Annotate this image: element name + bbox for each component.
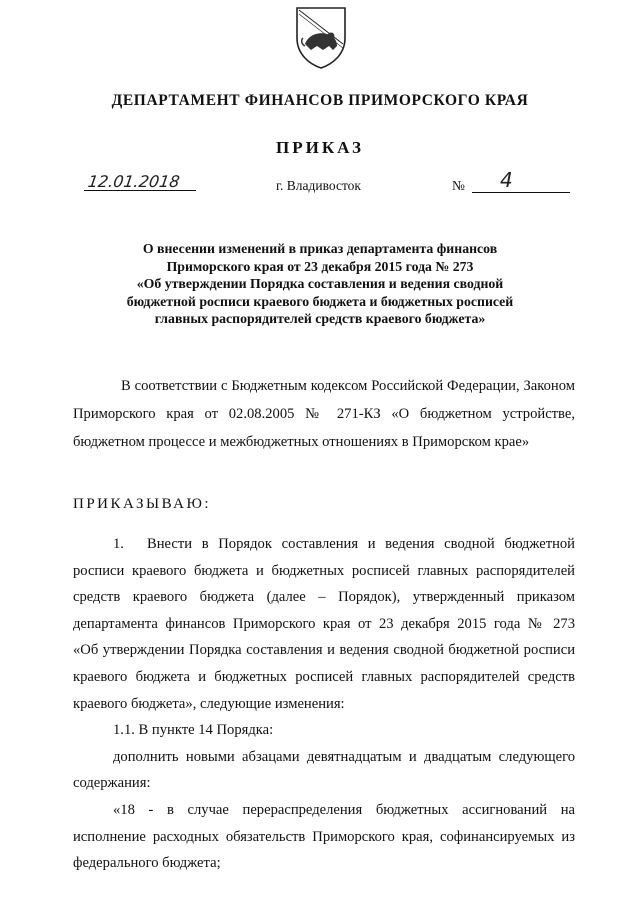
coat-of-arms-icon xyxy=(293,4,349,70)
order-date: 12.01.2018 xyxy=(86,172,181,191)
paragraph-line: росписи краевого бюджета и бюджетных росписей главных распорядителей xyxy=(73,562,575,579)
subparagraph-1-1: 1.1. В пункте 14 Порядка: xyxy=(113,722,274,739)
city: г. Владивосток xyxy=(276,178,361,193)
quoted-paragraph-line: федерального бюджета; xyxy=(73,855,221,872)
preamble-line: бюджетном процессе и межбюджетных отношениях в Приморском крае» xyxy=(73,434,530,450)
department-name: ДЕПАРТАМЕНТ ФИНАНСОВ ПРИМОРСКОГО КРАЯ xyxy=(111,92,529,109)
number-sign: № xyxy=(452,178,465,193)
paragraph-line: краевого бюджета и бюджетных росписей главных распорядителей средств xyxy=(73,668,575,685)
paragraph-1-first-line xyxy=(73,531,575,558)
date-underline xyxy=(84,190,196,191)
paragraph-number: 1. xyxy=(113,536,124,552)
paragraph-line: департамента финансов Приморского края от 23 декабря 2015 года № 273 xyxy=(73,615,575,632)
subject-line: Приморского края от 23 декабря 2015 года № 273 xyxy=(166,258,474,274)
preamble xyxy=(73,372,575,456)
quoted-paragraph-line: исполнение расходных обязательств Приморского края, софинансируемых из xyxy=(73,828,575,845)
subject-line: бюджетной росписи краевого бюджета и бюджетных росписей xyxy=(126,293,514,309)
preamble-line: Приморского края от 02.08.2005 № 271-КЗ «О бюджетном устройстве, xyxy=(73,406,575,422)
prikazyvayu-heading: ПРИКАЗЫВАЮ: xyxy=(73,496,212,512)
paragraph-line: «Об утверждении Порядка составления и ведения сводной бюджетной росписи xyxy=(73,642,575,659)
preamble-line: В соответствии с Бюджетным кодексом Российской Федерации, Законом xyxy=(121,378,575,394)
number-underline xyxy=(472,192,570,193)
order-subject xyxy=(100,240,540,328)
paragraph-line: краевого бюджета», следующие изменения: xyxy=(73,695,345,712)
paragraph-line: средств краевого бюджета (далее – Порядок), утвержденный приказом xyxy=(73,589,575,606)
subject-line: главных распорядителей средств краевого бюджета» xyxy=(154,311,486,326)
paragraph-line: дополнить новыми абзацами девятнадцатым и двадцатым следующего xyxy=(113,748,575,765)
quoted-paragraph-line: «18 - в случае перераспределения бюджетных ассигнований на xyxy=(113,801,575,818)
paragraph-line: содержания: xyxy=(73,775,151,792)
subject-line: «Об утверждении Порядка составления и ведения сводной xyxy=(136,276,504,291)
order-title: ПРИКАЗ xyxy=(276,138,364,157)
order-number: 4 xyxy=(500,168,513,192)
paragraph-text: Внести в Порядок составления и ведения сводной бюджетной xyxy=(147,536,575,552)
order-body xyxy=(73,531,575,877)
subject-line: О внесении изменений в приказ департамента финансов xyxy=(142,241,498,256)
